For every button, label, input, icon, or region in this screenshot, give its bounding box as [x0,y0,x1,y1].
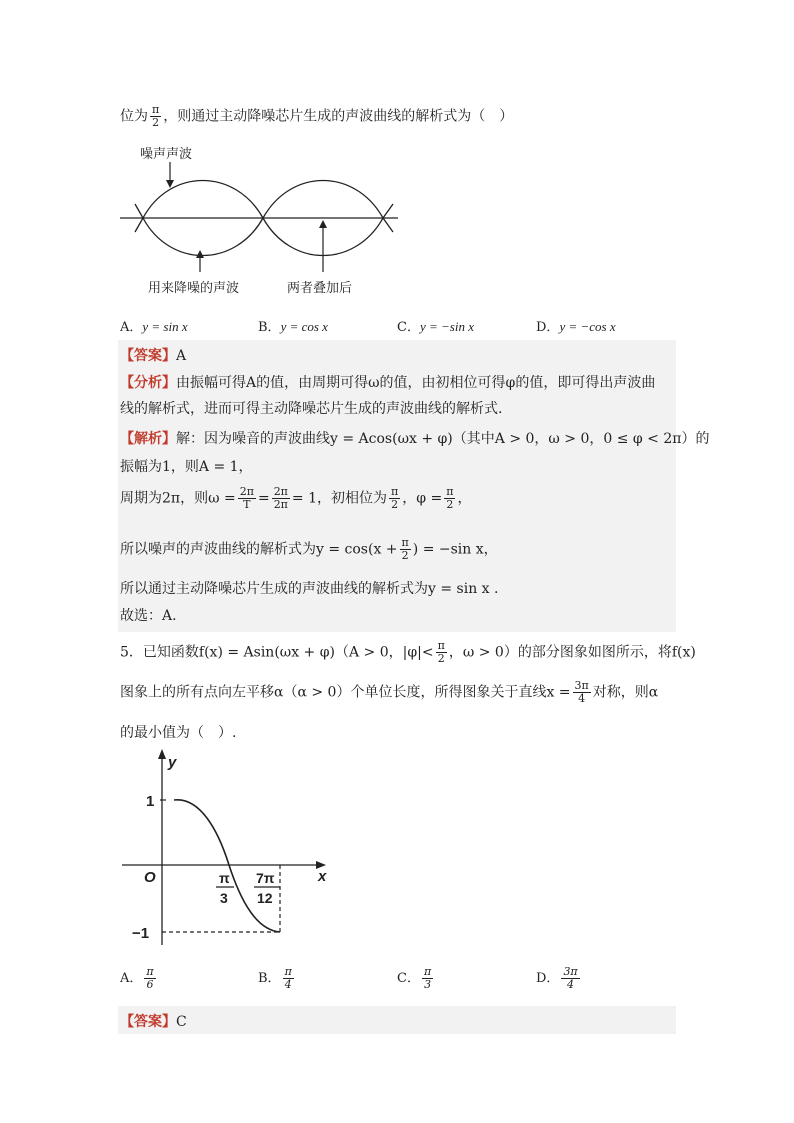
q5-option-a[interactable]: A． $\frac{\pi}{6}$ [120,965,154,991]
noise-arrowhead [166,180,174,188]
q4-stem: 位为 $\frac{\pi}{2}$ ，则通过主动降噪芯片生成的声波曲线的解析式为（ ） [120,103,514,129]
q5-option-d[interactable]: D． $\frac{3\pi}{4}$ [536,965,578,991]
q4-solution-3: 周期为2π，则ω = $\frac{2\pi}{T}$ = $\frac{2\pi}{2\pi}$ = 1，初相位为 $\frac{\pi}{2}$ ，φ = $\frac{\pi}{2}$ ， [120,485,472,511]
q4-option-c[interactable]: C．y = −sin x [397,319,474,335]
q5-answer-bg [118,1006,676,1034]
q4-solution-4: 所以噪声的声波曲线的解析式为y = cos(x + $\frac{\pi}{2}$ ) = −sin x， [120,536,498,562]
q5-option-c[interactable]: C． $\frac{\pi}{3}$ [397,965,432,991]
tick1-num: π [219,870,230,886]
q4-option-a[interactable]: A．y = sin x [120,319,188,335]
y-top-label: 1 [146,793,155,810]
q5-stem-2: 图象上的所有点向左平移α（α > 0）个单位长度，所得图象关于直线x = $\frac{3\pi}{4}$ 对称，则α [120,679,659,705]
y-axis-label: y [168,754,177,771]
sound-wave-figure [115,140,415,300]
function-graph [120,745,340,955]
q4-solution-5: 所以通过主动降噪芯片生成的声波曲线的解析式为y = sin x . [120,581,499,597]
q4-solution-1: 【解析】解：因为噪音的声波曲线y = Acos(ωx + φ)（其中A > 0，ω > 0，0 ≤ φ < 2π）的 [120,431,710,447]
origin-label: O [144,869,156,886]
sum-label: 两者叠加后 [287,280,353,295]
q5-option-b[interactable]: B． $\frac{\pi}{4}$ [258,965,292,991]
sum-arrowhead [319,220,327,228]
cancel-label: 用来降噪的声波 [148,280,240,295]
q5-stem-3: 的最小值为（ ）. [120,725,237,741]
q4-solution-6: 故选：A. [120,608,177,624]
q4-analysis-2: 线的解析式，进而可得主动降噪芯片生成的声波曲线的解析式. [120,401,503,417]
q4-analysis-1: 【分析】由振幅可得A的值，由周期可得ω的值，由初相位可得φ的值，即可得出声波曲 [120,375,656,391]
y-bottom-label: −1 [132,925,150,942]
q4-solution-2: 振幅为1，则A = 1， [120,459,253,475]
sine-curve [174,800,280,932]
q4-answer: 【答案】A [120,348,187,364]
cancel-arrowhead [196,250,204,258]
tick1-den: 3 [220,890,228,906]
y-axis-arrow [158,749,166,759]
noise-label: 噪声声波 [140,146,193,161]
q4-option-b[interactable]: B．y = cos x [258,319,328,335]
tick2-num: 7π [256,870,275,886]
x-axis-label: x [318,868,327,885]
q4-option-d[interactable]: D．y = −cos x [536,319,616,335]
tick2-den: 12 [257,890,273,906]
q4-stem-fraction: $\frac{\pi}{2}$ [152,103,160,129]
q5-stem-1: 5．已知函数f(x) = Asin(ωx + φ)（A > 0，|φ|< $\frac{\pi}{2}$ ，ω > 0）的部分图象如图所示，将f(x) [120,639,696,665]
q5-answer: 【答案】C [120,1014,187,1030]
